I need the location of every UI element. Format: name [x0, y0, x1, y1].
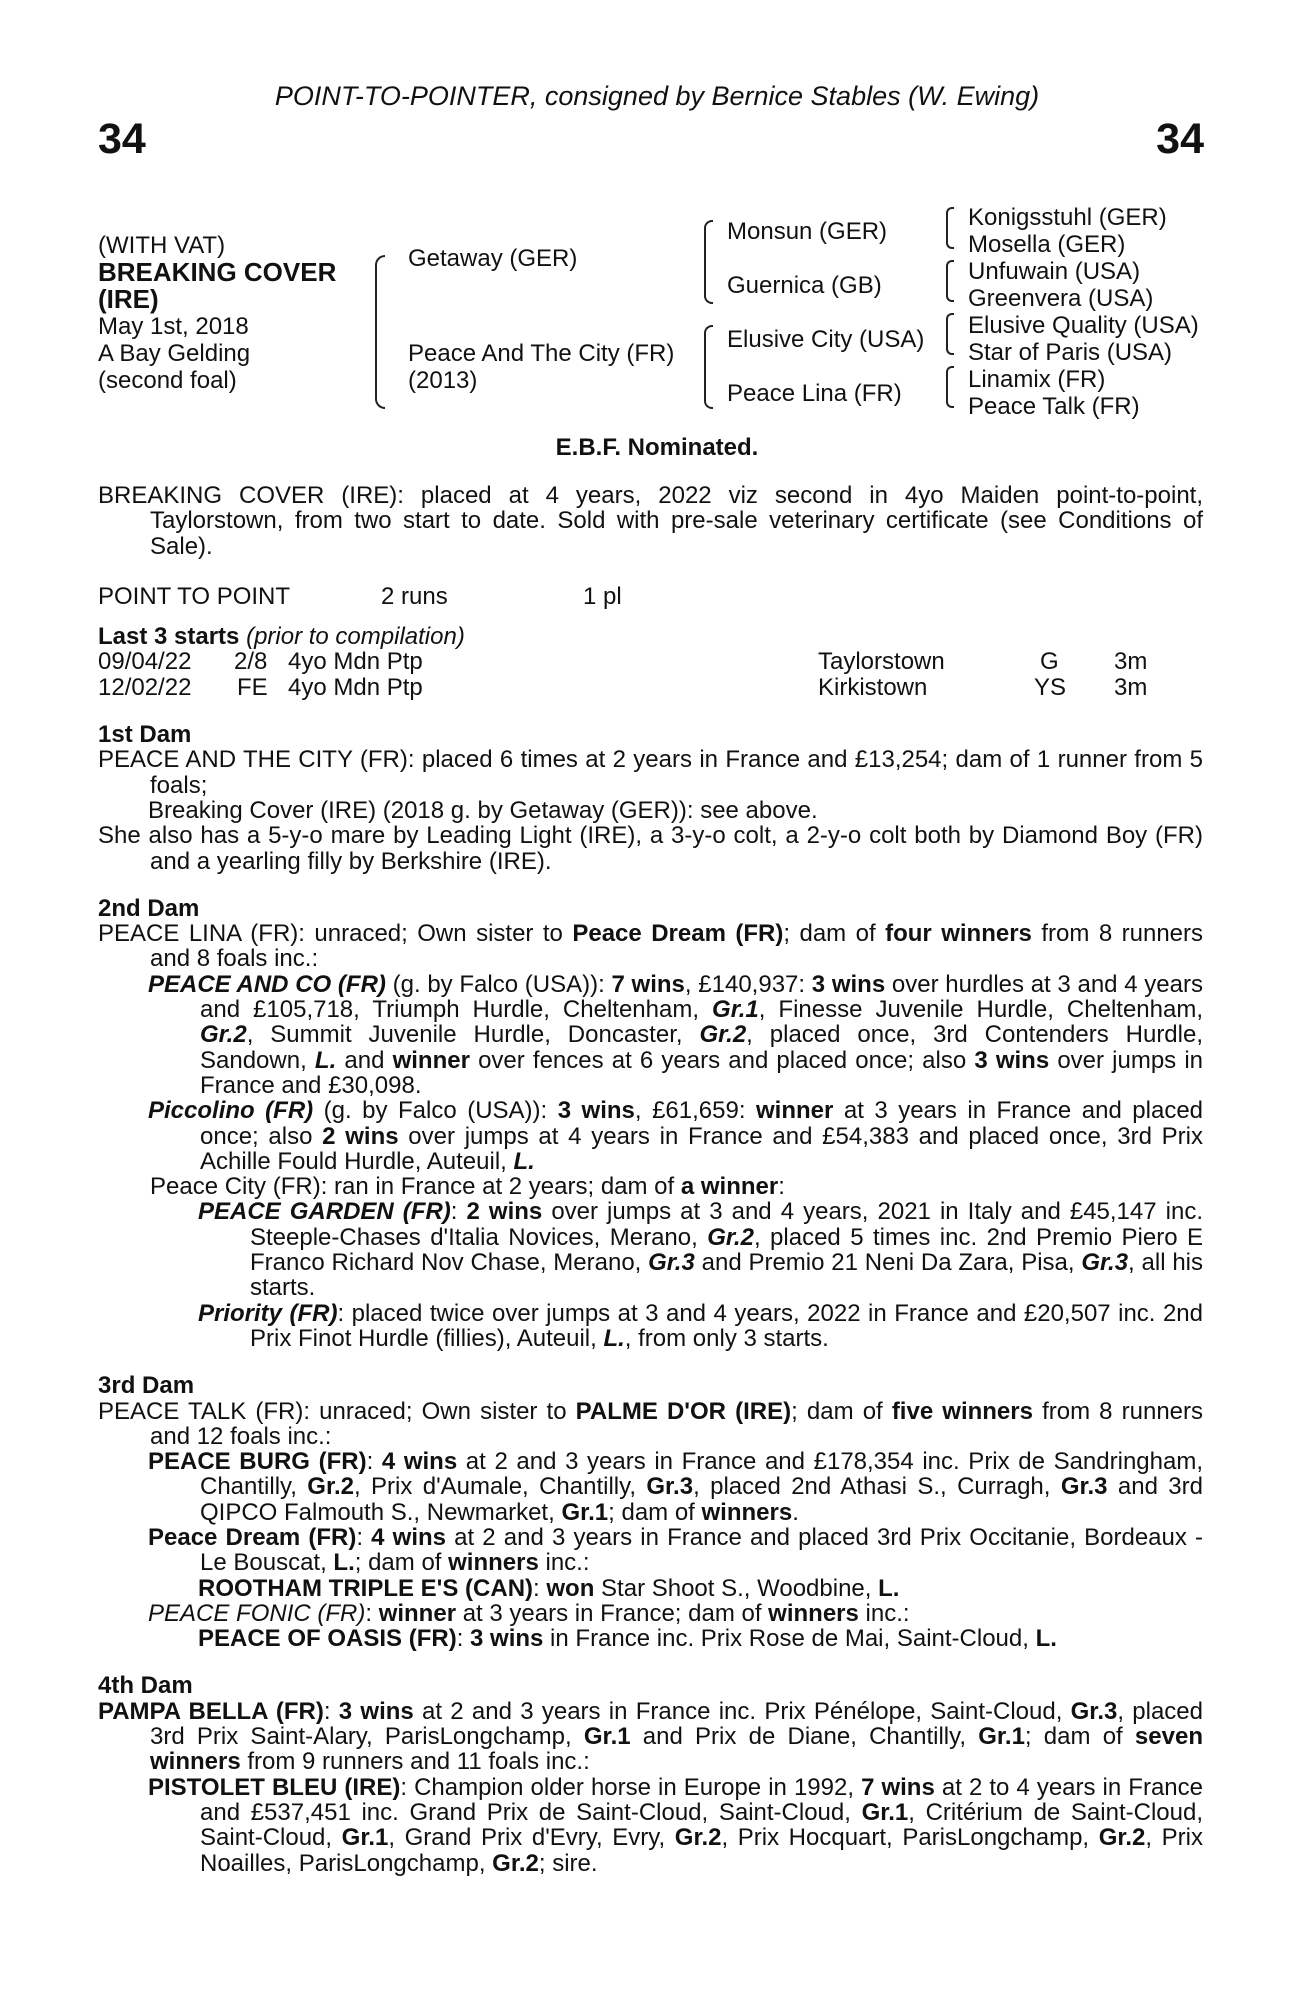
pedigree-dss: Elusive Quality (USA) — [968, 312, 1199, 339]
lot-number-right: 34 — [1156, 115, 1204, 163]
pedigree-brace-3a — [946, 207, 954, 249]
start-course: Kirkistown — [818, 673, 928, 701]
pedigree-brace-2b — [704, 325, 713, 409]
pedigree-dam — [408, 340, 674, 394]
record-runs: 2 runs — [381, 582, 448, 610]
start-going: YS — [1034, 673, 1067, 701]
start-going: G — [1040, 648, 1059, 676]
third-dam-summary: PEACE TALK (FR): unraced; Own sister to PALME D'OR (IRE); dam of five winners from 8 runners and 12 foals inc.: — [98, 1397, 1204, 1450]
pedigree-brace-2a — [704, 220, 713, 304]
start-race: 4yo Mdn Ptp — [288, 648, 423, 676]
pedigree-sire-dam: Guernica (GB) — [727, 272, 882, 299]
first-dam-note: She also has a 5-y-o mare by Leading Light (IRE), a 3-y-o colt, a 2-y-o colt both by Diamond Boy (FR) and a yearling filly by Berkshire (IRE). — [98, 822, 1203, 875]
horse-summary: BREAKING COVER (IRE): placed at 4 years, 2022 viz second in 4yo Maiden point-to-point, Taylorstown, from two start to date. Sold with pre-sale veterinary certificate (see Conditions of Sale). — [98, 482, 1203, 560]
pedigree-ddd: Peace Talk (FR) — [968, 393, 1140, 420]
pedigree-dam-name: Peace And The City (FR) — [408, 340, 675, 367]
start-distance: 3m — [1114, 673, 1148, 701]
start-row — [98, 649, 1203, 674]
start-position: FE — [237, 673, 268, 701]
pedigree-sire: Getaway (GER) — [408, 245, 578, 272]
first-dam-produce: Breaking Cover (IRE) (2018 g. by Getaway (GER)): see above. — [148, 796, 818, 824]
second-dam-summary: PEACE LINA (FR): unraced; Own sister to Peace Dream (FR); dam of four winners from 8 runners and 8 foals inc.: — [98, 920, 1203, 973]
produce-peace-garden: PEACE GARDEN (FR): 2 wins over jumps at 3 and 4 years, 2021 in Italy and £45,147 inc. Steeple-Chases d'Italia Novices, Merano, Gr.2, placed 5 times inc. 2nd Premio Piero E Franco Richard Nov Chase, Merano, Gr.3 and Premio 21 Neni Da Zara, Pisa, Gr.3, all his starts. — [198, 1198, 1204, 1302]
produce-peace-city: Peace City (FR): ran in France at 2 years; dam of a winner: — [150, 1173, 785, 1201]
produce-peace-dream: Peace Dream (FR): 4 wins at 2 and 3 years in France and placed 3rd Prix Occitanie, Bordeaux - Le Bouscat, L.; dam of winners inc.: — [148, 1523, 1203, 1577]
lot-number-left: 34 — [98, 115, 146, 163]
last-starts-note: (prior to compilation) — [246, 623, 465, 651]
catalogue-body — [98, 483, 1203, 1876]
pedigree-dam-dam: Peace Lina (FR) — [727, 380, 902, 407]
produce-peace-of-oasis: PEACE OF OASIS (FR): 3 wins in France inc. Prix Rose de Mai, Saint-Cloud, L. — [198, 1625, 1057, 1653]
produce-priority: Priority (FR): placed twice over jumps at 3 and 4 years, 2022 in France and £20,507 inc. 2nd Prix Finot Hurdle (fillies), Auteuil, L., from only 3 starts. — [198, 1299, 1203, 1352]
pedigree-dam-sire: Elusive City (USA) — [727, 326, 925, 353]
start-date: 12/02/22 — [98, 673, 192, 701]
pedigree-dam-year: (2013) — [408, 367, 478, 394]
pedigree-sdd: Greenvera (USA) — [968, 285, 1154, 312]
produce-peace-and-co: PEACE AND CO (FR) (g. by Falco (USA)): 7 wins, £140,937: 3 wins over hurdles at 3 and 4 years and £105,718, Triumph Hurdle, Cheltenham, Gr.1, Finesse Juvenile Hurdle, Cheltenham, Gr.2, Summit Juvenile Hurdle, Doncaster, Gr.2, placed once, 3rd Contenders Hurdle, Sandown, L. and winner over fences at 6 years and placed once; also 3 wins over jumps in France and £30,098. — [148, 970, 1204, 1099]
ebf-nominated: E.B.F. Nominated. — [555, 434, 759, 461]
start-course: Taylorstown — [818, 648, 945, 676]
start-race: 4yo Mdn Ptp — [288, 673, 423, 701]
record-placed: 1 pl — [583, 582, 622, 610]
start-position: 2/8 — [234, 648, 268, 676]
consignment-title: POINT-TO-POINTER, consigned by Bernice Stables (W. Ewing) — [274, 81, 1040, 111]
pedigree-brace-3c — [946, 313, 954, 355]
record-label: POINT TO POINT — [98, 582, 291, 610]
produce-peace-burg: PEACE BURG (FR): 4 wins at 2 and 3 years in France and £178,354 inc. Prix de Sandringham, Chantilly, Gr.2, Prix d'Aumale, Chantilly, Gr.3, placed 2nd Athasi S., Curragh, Gr.3 and 3rd QIPCO Falmouth S., Newmarket, Gr.1; dam of winners. — [148, 1448, 1203, 1526]
pedigree-brace-3d — [946, 366, 954, 408]
produce-pistolet-bleu: PISTOLET BLEU (IRE): Champion older horse in Europe in 1992, 7 wins at 2 to 4 years in France and £537,451 inc. Grand Prix de Saint-Cloud, Saint-Cloud, Gr.1, Critérium de Saint-Cloud, Saint-Cloud, Gr.1, Grand Prix d'Evry, Evry, Gr.2, Prix Hocquart, ParisLongchamp, Gr.2, Prix Noailles, ParisLongchamp, Gr.2; sire. — [148, 1773, 1204, 1877]
pedigree-sds: Unfuwain (USA) — [968, 258, 1141, 285]
last-starts-title: Last 3 starts — [98, 623, 240, 651]
first-dam-summary: PEACE AND THE CITY (FR): placed 6 times at 2 years in France and £13,254; dam of 1 runner from 5 foals; — [98, 746, 1203, 799]
second-dam-heading: 2nd Dam — [98, 894, 200, 922]
produce-peace-fonic: PEACE FONIC (FR): winner at 3 years in France; dam of winners inc.: — [148, 1599, 910, 1627]
produce-piccolino: Piccolino (FR) (g. by Falco (USA)): 3 wins, £61,659: winner at 3 years in France and placed once; also 2 wins over jumps at 4 years in France and £54,383 and placed once, 3rd Prix Achille Fould Hurdle, Auteuil, L. — [148, 1097, 1204, 1175]
pedigree-sss: Konigsstuhl (GER) — [968, 204, 1167, 231]
pedigree-ssd: Mosella (GER) — [968, 231, 1126, 258]
fourth-dam-heading: 4th Dam — [98, 1672, 193, 1700]
pedigree-dsd: Star of Paris (USA) — [968, 339, 1173, 366]
pedigree-brace-3b — [946, 260, 954, 302]
start-date: 09/04/22 — [98, 648, 192, 676]
horse-name-country: (IRE) — [98, 284, 159, 314]
vat-note: (WITH VAT) — [98, 232, 226, 259]
foal-number: (second foal) — [98, 367, 237, 394]
horse-name: BREAKING COVER — [98, 257, 337, 287]
start-row — [98, 675, 1203, 700]
foaling-date: May 1st, 2018 — [98, 313, 249, 340]
third-dam-heading: 3rd Dam — [98, 1372, 195, 1400]
start-distance: 3m — [1114, 648, 1148, 676]
last-starts-heading — [98, 624, 1203, 649]
pedigree-sire-sire: Monsun (GER) — [727, 218, 888, 245]
pedigree-dds: Linamix (FR) — [968, 366, 1106, 393]
fourth-dam-summary: PAMPA BELLA (FR): 3 wins at 2 and 3 years in France inc. Prix Pénélope, Saint-Cloud, Gr.3, placed 3rd Prix Saint-Alary, ParisLongchamp, Gr.1 and Prix de Diane, Chantilly, Gr.1; dam of seven winners from 9 runners and 11 foals inc.: — [98, 1697, 1204, 1776]
pedigree-brace-1 — [375, 255, 385, 409]
first-dam-heading: 1st Dam — [98, 721, 192, 749]
horse-info — [98, 232, 336, 394]
produce-rootham-triple-es: ROOTHAM TRIPLE E'S (CAN): won Star Shoot S., Woodbine, L. — [198, 1574, 900, 1602]
horse-description: A Bay Gelding — [98, 340, 251, 367]
race-record — [98, 584, 1203, 609]
